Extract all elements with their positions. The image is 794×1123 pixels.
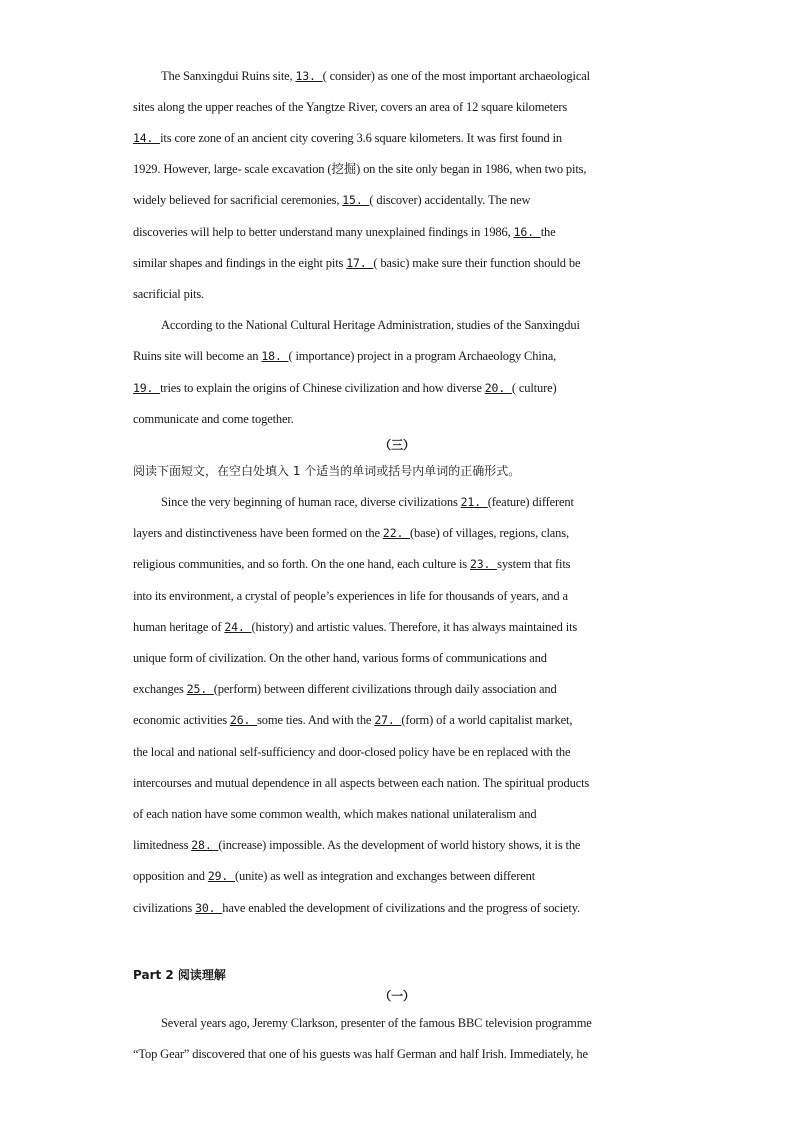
p2-line-4: 1929. However, large- scale excavation (挖掘) on the site only began in 1986, when two pits, — [133, 162, 587, 176]
s3-line-7: exchanges 25. (perform) between different civilizations through daily association and — [133, 682, 557, 696]
s3-line-13: opposition and 29. (unite) as well as integration and exchanges between different — [133, 869, 536, 883]
s3-line-8: economic activities 26. some ties. And with the 27. (form) of a world capitalist market, — [133, 713, 573, 727]
blank-30: 30. — [195, 901, 223, 915]
part2-title: Part 2 阅读理解 — [133, 968, 226, 982]
part2-line-2: “Top Gear” discovered that one of his guests was half German and half Irish. Immediately, he — [133, 1047, 588, 1061]
part2-line-1: Several years ago, Jeremy Clarkson, presenter of the famous BBC television programme — [161, 1016, 592, 1030]
p2-line-7: similar shapes and findings in the eight pits 17. ( basic) make sure their function should be — [133, 256, 581, 270]
p2-line-11: 19. tries to explain the origins of Chinese civilization and how diverse 20. ( culture) — [133, 381, 557, 395]
p2-line-2: sites along the upper reaches of the Yangtze River, covers an area of 12 square kilometers — [133, 100, 568, 114]
blank-24: 24. — [224, 620, 252, 634]
blank-29: 29. — [207, 869, 235, 883]
s3-line-6: unique form of civilization. On the other hand, various forms of communications and — [133, 651, 547, 665]
blank-21: 21. — [460, 495, 488, 509]
s3-line-10: intercourses and mutual dependence in all aspects between each nation. The spiritual products — [133, 776, 590, 790]
blank-23: 23. — [470, 557, 498, 571]
part2-heading: （一） — [379, 989, 415, 1003]
p2-line-10: Ruins site will become an 18. ( importance) project in a program Archaeology China, — [133, 349, 557, 363]
blank-20: 20. — [484, 381, 512, 395]
p2-line-9: According to the National Cultural Heritage Administration, studies of the Sanxingdui — [161, 318, 580, 332]
p2-line-3: 14. its core zone of an ancient city covering 3.6 square kilometers. It was first found in — [133, 131, 563, 145]
blank-17: 17. — [346, 256, 374, 270]
p2-line-5: widely believed for sacrificial ceremonies, 15. ( discover) accidentally. The new — [133, 193, 531, 207]
blank-14: 14. — [133, 131, 161, 145]
blank-19: 19. — [133, 381, 161, 395]
p2-line-6: discoveries will help to better understand many unexplained findings in 1986, 16. the — [133, 225, 556, 239]
blank-26: 26. — [229, 713, 258, 727]
blank-18: 18. — [261, 349, 289, 363]
s3-line-1: Since the very beginning of human race, diverse civilizations 21. (feature) different — [161, 495, 574, 509]
p2-line-8: sacrificial pits. — [133, 287, 205, 301]
blank-16: 16. — [513, 225, 541, 239]
blank-13: 13. — [295, 69, 323, 83]
s3-line-9: the local and national self-sufficiency and door-closed policy have be en replaced with the — [133, 745, 571, 759]
blank-15: 15. — [342, 193, 370, 207]
p2-line-12: communicate and come together. — [133, 412, 294, 426]
blank-25: 25. — [186, 682, 214, 696]
blank-27: 27. — [374, 713, 402, 727]
blank-22: 22. — [382, 526, 411, 540]
section3-heading: （三） — [379, 438, 415, 452]
blank-28: 28. — [191, 838, 219, 852]
s3-line-14: civilizations 30. have enabled the development of civilizations and the progress of society. — [133, 901, 580, 915]
s3-line-11: of each nation have some common wealth, which makes national unilateralism and — [133, 807, 537, 821]
s3-line-3: religious communities, and so forth. On the one hand, each culture is 23. system that fits — [133, 557, 571, 571]
s3-line-12: limitedness 28. (increase) impossible. As the development of world history shows, it is the — [133, 838, 581, 852]
s3-line-5: human heritage of 24. (history) and artistic values. Therefore, it has always maintained its — [133, 620, 578, 634]
section3-instruction: 阅读下面短文，在空白处填入 1 个适当的单词或括号内单词的正确形式。 — [133, 464, 521, 478]
s3-line-4: into its environment, a crystal of people’s experiences in life for thousands of years, and a — [133, 589, 568, 603]
p2-line-1: The Sanxingdui Ruins site, 13. ( consider) as one of the most important archaeological — [161, 69, 590, 83]
s3-line-2: layers and distinctiveness have been formed on the 22. (base) of villages, regions, clans, — [133, 526, 569, 540]
